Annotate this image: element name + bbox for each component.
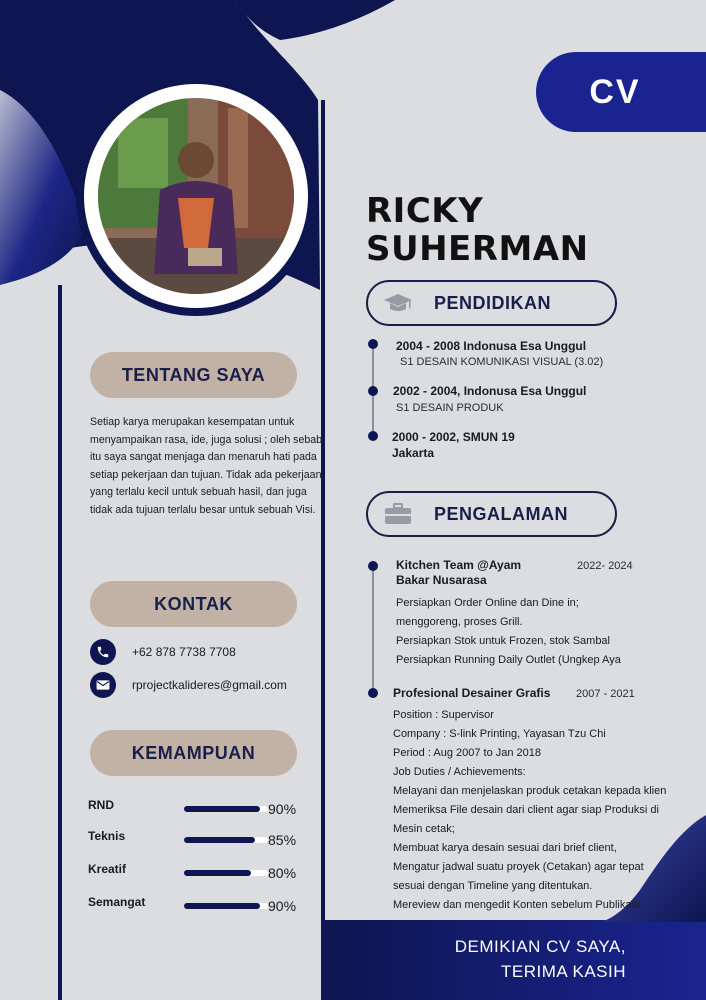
skill-label: Kreatif	[88, 862, 127, 876]
skills-heading: KEMAMPUAN	[90, 730, 297, 776]
education-dot	[368, 386, 378, 396]
education-item-subtitle: S1 DESAIN KOMUNIKASI VISUAL (3.02)	[400, 356, 604, 368]
job-title-line: Kitchen Team @Ayam	[396, 558, 522, 572]
graduation-cap-icon	[382, 290, 414, 316]
education-item-title	[392, 429, 515, 461]
last-name: SUHERMAN	[366, 229, 589, 269]
skill-percent: 80%	[268, 865, 297, 881]
skill-bar-fill	[184, 837, 255, 843]
education-heading	[366, 280, 617, 326]
job-description-line: Period : Aug 2007 to Jan 2018	[393, 747, 542, 759]
education-dot	[368, 431, 378, 441]
sidebar-line-right	[321, 100, 325, 1000]
skill-bar-track	[184, 903, 268, 909]
job-description-line: Mesin cetak;	[393, 823, 455, 835]
phone-icon	[90, 639, 116, 665]
contact-email: rprojectkalideres@gmail.com	[132, 678, 287, 692]
job-title	[396, 558, 521, 588]
contact-email-row	[90, 672, 287, 698]
contact-heading: KONTAK	[90, 581, 297, 627]
job-description-line: Persiapkan Running Daily Outlet (Ungkep Aya	[396, 654, 621, 666]
education-dot	[368, 339, 378, 349]
closing-message	[455, 934, 626, 984]
job-description-line: Membuat karya desain sesuai dari brief client,	[393, 842, 617, 854]
cv-badge: CV	[536, 52, 706, 132]
about-text: Setiap karya merupakan kesempatan untuk menyampaikan rasa, ide, juga solusi ; oleh sebab itu saya sangat menjaga dan menaruh hati pada setiap pekerjaan dan tujuan. Tidak ada pekerjaan yang terlalu kecil untuk sebuah hasil, dan juga tidak ada tujuan terlalu besar untuk sebuah Visi.	[90, 416, 323, 516]
education-title: PENDIDIKAN	[434, 292, 552, 313]
closing-line: DEMIKIAN CV SAYA,	[454, 937, 626, 956]
job-description-line: Mereview dan mengedit Konten sebelum Publikasi	[393, 899, 640, 911]
education-item-title: 2004 - 2008 Indonusa Esa Unggul	[396, 339, 587, 353]
skill-bar-fill	[184, 870, 251, 876]
skill-label: Semangat	[88, 895, 146, 909]
job-description-line: Melayani dan menjelaskan produk cetakan kepada klien	[393, 785, 667, 797]
skill-bar-track	[184, 837, 268, 843]
job-title: Profesional Desainer Grafis	[393, 686, 551, 700]
contact-phone: +62 878 7738 7708	[132, 645, 236, 659]
job-description-line: Position : Supervisor	[393, 709, 494, 721]
skill-bar-fill	[184, 903, 260, 909]
job-description-line: Job Duties / Achievements:	[393, 766, 526, 778]
experience-dot	[368, 561, 378, 571]
job-description	[393, 706, 666, 915]
job-description-line: Mengatur jadwal suatu proyek (Cetakan) agar tepat	[393, 861, 644, 873]
job-years: 2007 - 2021	[576, 688, 635, 700]
person-name	[366, 192, 696, 268]
education-item-title-line: Jakarta	[392, 446, 435, 460]
education-item-title: 2002 - 2004, Indonusa Esa Unggul	[393, 384, 587, 398]
job-description-line: sesuai dengan Timeline yang ditentukan.	[393, 880, 593, 892]
skill-percent: 90%	[268, 898, 297, 914]
experience-dot	[368, 688, 378, 698]
briefcase-icon	[382, 501, 414, 527]
about-heading: TENTANG SAYA	[90, 352, 297, 398]
job-title-line: Bakar Nusarasa	[396, 573, 487, 587]
job-description-line: menggoreng, proses Grill.	[396, 616, 523, 628]
closing-line: TERIMA KASIH	[500, 962, 626, 981]
skill-bar-track	[184, 806, 268, 812]
job-description-line: Memeriksa File desain dari client agar siap Produksi di	[393, 804, 659, 816]
skill-label: RND	[88, 798, 114, 812]
experience-heading	[366, 491, 617, 537]
email-icon	[90, 672, 116, 698]
skill-percent: 90%	[268, 801, 297, 817]
experience-timeline-line	[372, 566, 374, 690]
experience-title: PENGALAMAN	[434, 503, 568, 524]
skill-percent: 85%	[268, 832, 297, 848]
skill-label: Teknis	[88, 829, 126, 843]
education-item-subtitle: S1 DESAIN PRODUK	[396, 402, 504, 414]
contact-phone-row	[90, 639, 236, 665]
job-description	[396, 594, 621, 670]
education-item-title-line: 2000 - 2002, SMUN 19	[392, 430, 515, 444]
skill-bar-fill	[184, 806, 260, 812]
job-years: 2022- 2024	[577, 560, 633, 572]
job-description-line: Persiapkan Order Online dan Dine in;	[396, 597, 579, 609]
first-name: RICKY	[366, 191, 484, 231]
sidebar-line-left	[58, 285, 62, 1000]
job-description-line: Company : S-link Printing, Yayasan Tzu Chi	[393, 728, 606, 740]
job-description-line: Persiapkan Stok untuk Frozen, stok Sambal	[396, 635, 610, 647]
skill-bar-track	[184, 870, 268, 876]
profile-photo	[98, 98, 294, 294]
